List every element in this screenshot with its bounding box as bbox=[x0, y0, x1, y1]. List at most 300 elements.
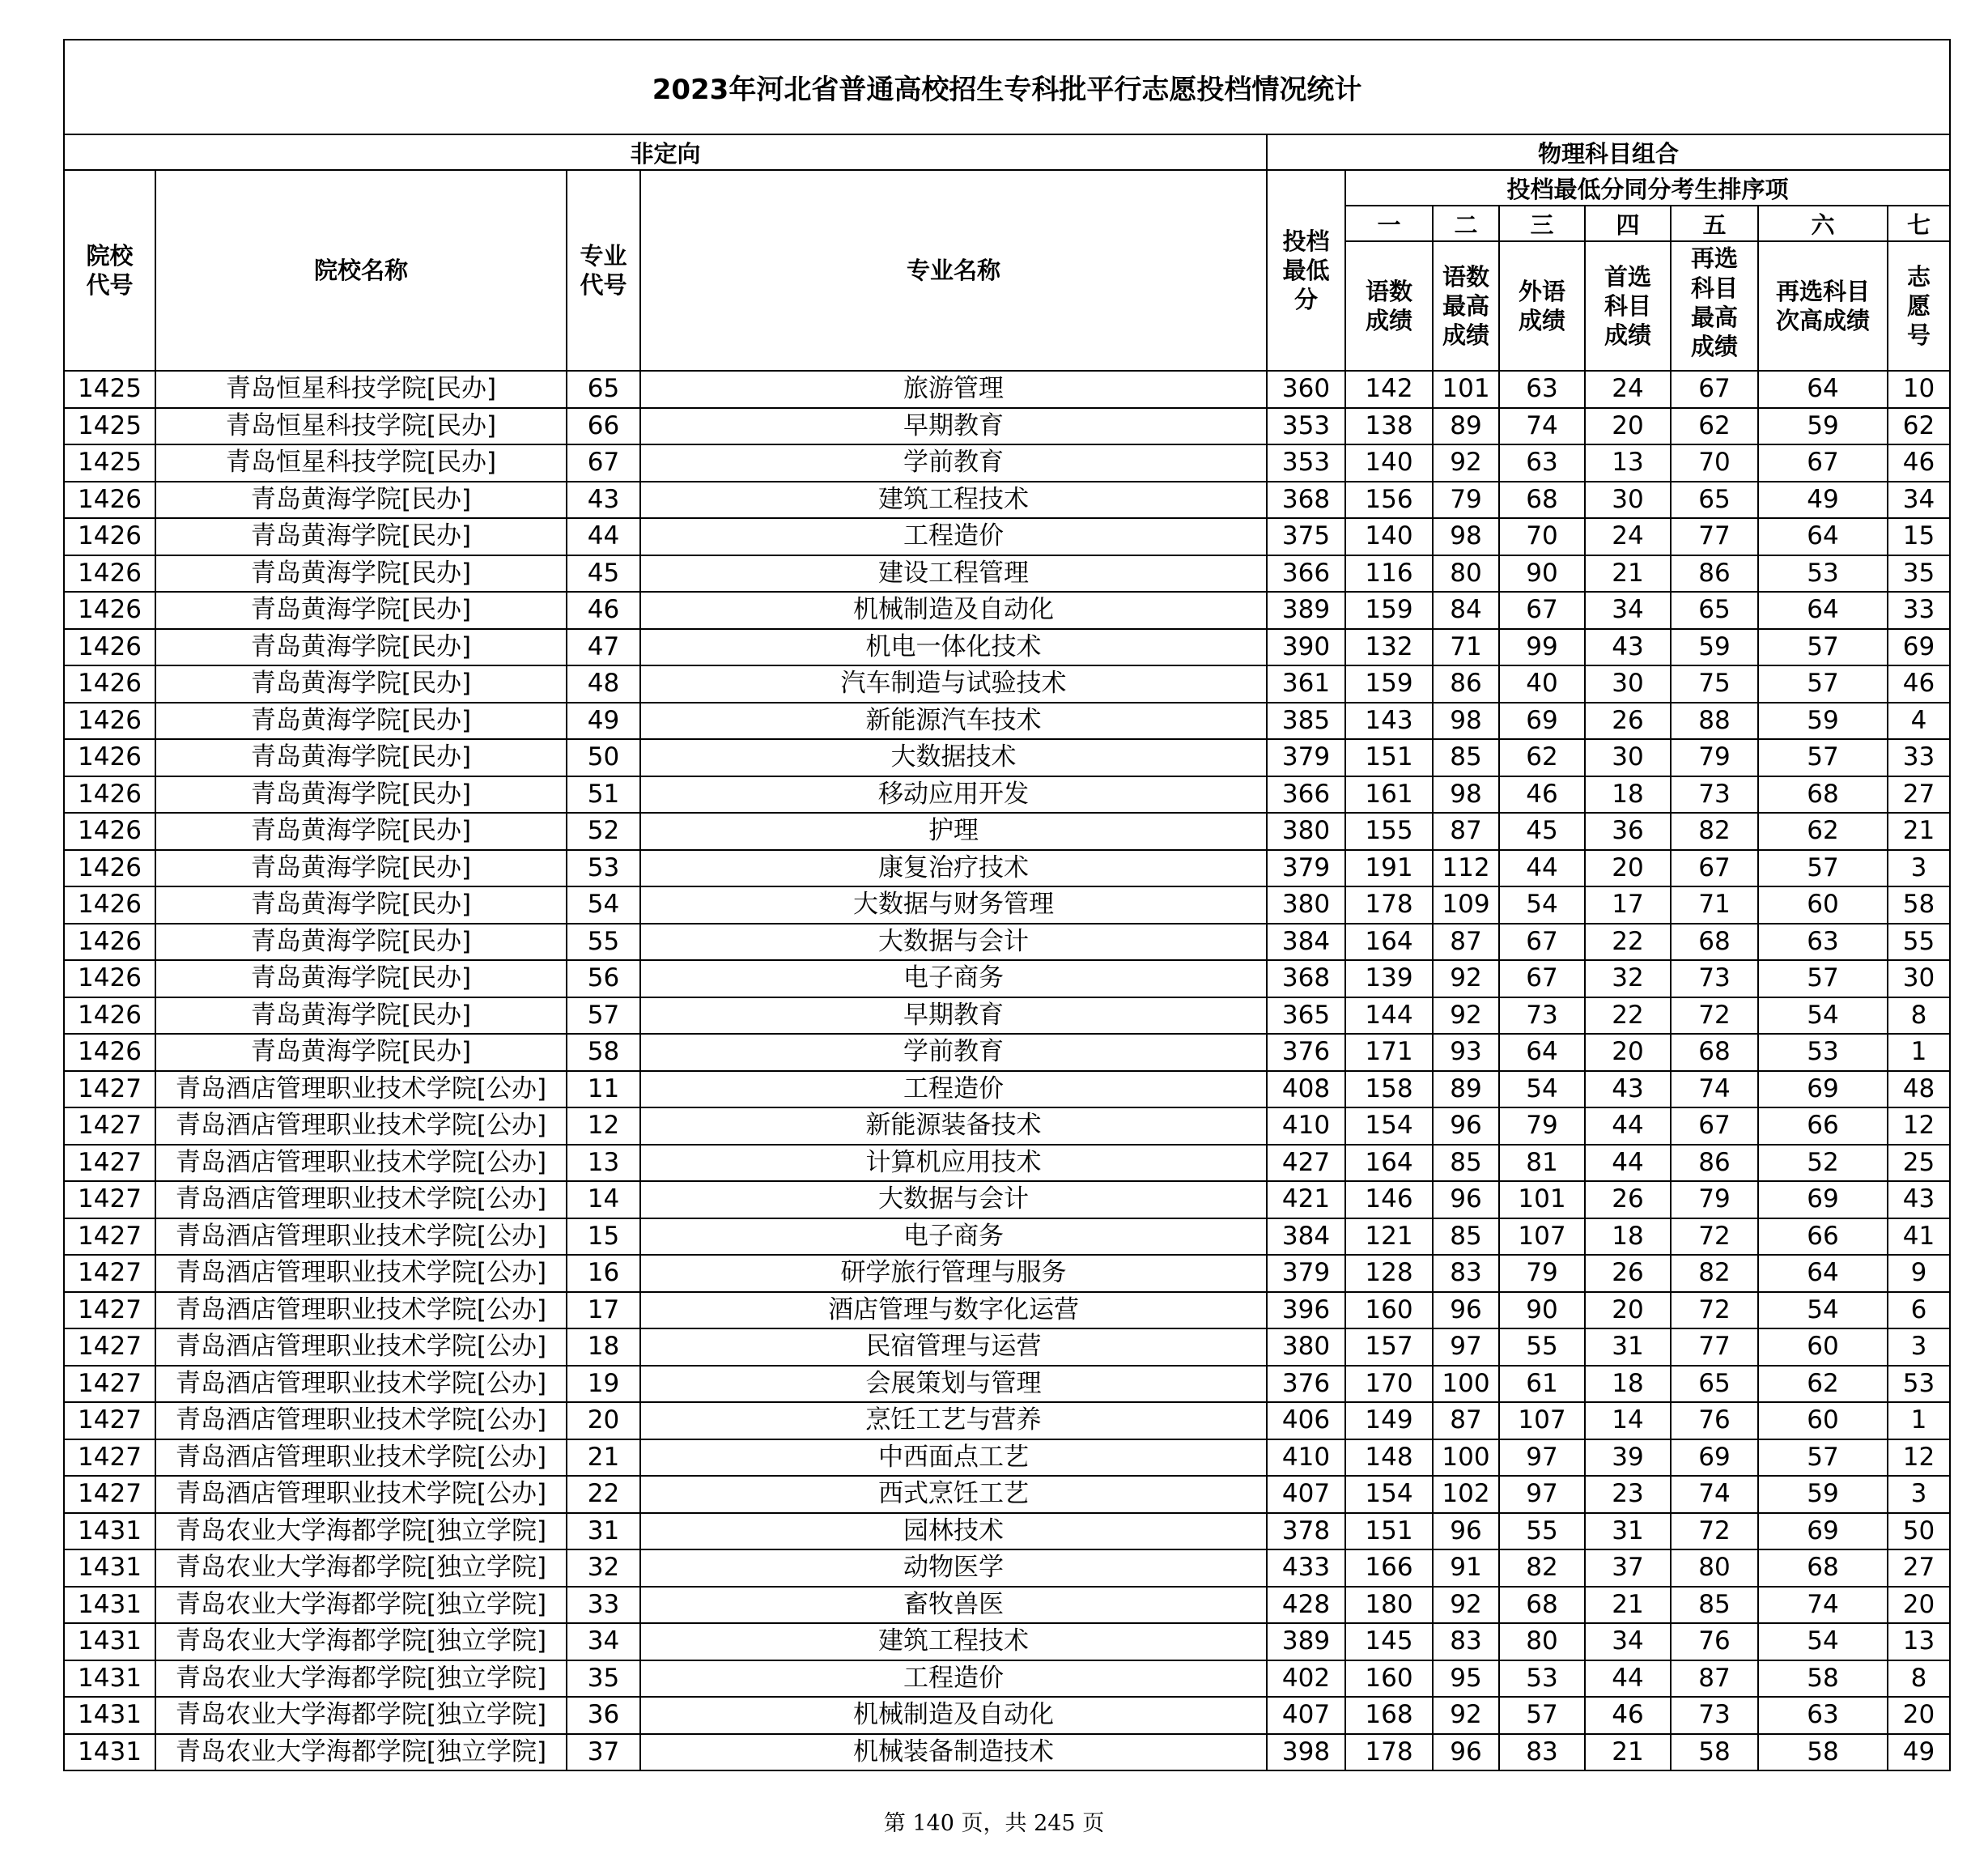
cell-chinese-math-score: 151 bbox=[1345, 739, 1433, 776]
cell-school-code: 1427 bbox=[64, 1107, 155, 1145]
cell-preference-number: 6 bbox=[1888, 1292, 1950, 1329]
cell-reselect-max: 71 bbox=[1671, 886, 1758, 924]
cell-major-code: 36 bbox=[567, 1697, 640, 1734]
header-sub-3 bbox=[1499, 241, 1585, 371]
cell-reselect-max: 77 bbox=[1671, 518, 1758, 555]
cell-school-code: 1431 bbox=[64, 1734, 155, 1771]
cell-reselect-max: 73 bbox=[1671, 960, 1758, 997]
admission-table bbox=[63, 39, 1951, 1771]
cell-school-code: 1427 bbox=[64, 1328, 155, 1366]
cell-reselect-second: 64 bbox=[1758, 518, 1888, 555]
cell-min-score: 360 bbox=[1267, 371, 1345, 408]
cell-min-score: 433 bbox=[1267, 1549, 1345, 1587]
page-title: 2023年河北省普通高校招生专科批平行志愿投档情况统计 bbox=[64, 40, 1950, 134]
cell-chinese-math-max: 96 bbox=[1433, 1513, 1499, 1550]
cell-chinese-math-score: 145 bbox=[1345, 1623, 1433, 1660]
cell-reselect-max: 70 bbox=[1671, 444, 1758, 482]
cell-reselect-max: 85 bbox=[1671, 1587, 1758, 1624]
cell-preference-number: 12 bbox=[1888, 1439, 1950, 1477]
cell-chinese-math-max: 85 bbox=[1433, 739, 1499, 776]
cell-chinese-math-score: 157 bbox=[1345, 1328, 1433, 1366]
cell-major-code: 54 bbox=[567, 886, 640, 924]
cell-reselect-second: 62 bbox=[1758, 813, 1888, 850]
cell-school-name: 青岛农业大学海都学院[独立学院] bbox=[155, 1549, 567, 1587]
header-sub-1 bbox=[1345, 241, 1433, 371]
cell-school-code: 1425 bbox=[64, 444, 155, 482]
cell-min-score: 410 bbox=[1267, 1439, 1345, 1477]
cell-chinese-math-score: 178 bbox=[1345, 886, 1433, 924]
cell-school-code: 1426 bbox=[64, 665, 155, 703]
table-row bbox=[64, 629, 1950, 666]
header-sub-3-text: 外语成绩 bbox=[1518, 277, 1565, 334]
cell-chinese-math-score: 116 bbox=[1345, 555, 1433, 593]
cell-reselect-second: 54 bbox=[1758, 1292, 1888, 1329]
table-row bbox=[64, 776, 1950, 814]
header-min-score-text: 投档最低分 bbox=[1282, 227, 1330, 314]
header-school-code-text: 院校代号 bbox=[86, 241, 134, 299]
cell-major-code: 35 bbox=[567, 1660, 640, 1698]
cell-reselect-max: 72 bbox=[1671, 1292, 1758, 1329]
cell-chinese-math-max: 102 bbox=[1433, 1476, 1499, 1513]
cell-foreign-lang-score: 46 bbox=[1499, 776, 1585, 814]
cell-min-score: 368 bbox=[1267, 960, 1345, 997]
cell-reselect-max: 68 bbox=[1671, 1034, 1758, 1071]
cell-foreign-lang-score: 81 bbox=[1499, 1145, 1585, 1182]
cell-preference-number: 20 bbox=[1888, 1587, 1950, 1624]
cell-preference-number: 48 bbox=[1888, 1071, 1950, 1108]
cell-school-code: 1426 bbox=[64, 997, 155, 1035]
cell-reselect-second: 67 bbox=[1758, 444, 1888, 482]
cell-school-code: 1426 bbox=[64, 960, 155, 997]
cell-preference-number: 27 bbox=[1888, 776, 1950, 814]
cell-min-score: 389 bbox=[1267, 1623, 1345, 1660]
cell-preference-number: 62 bbox=[1888, 408, 1950, 445]
cell-preference-number: 41 bbox=[1888, 1218, 1950, 1256]
cell-major-name: 新能源装备技术 bbox=[640, 1107, 1267, 1145]
cell-reselect-second: 57 bbox=[1758, 960, 1888, 997]
cell-major-name: 建筑工程技术 bbox=[640, 1623, 1267, 1660]
cell-major-name: 机械制造及自动化 bbox=[640, 592, 1267, 629]
cell-min-score: 353 bbox=[1267, 444, 1345, 482]
header-order-3: 三 bbox=[1499, 206, 1585, 241]
cell-reselect-second: 57 bbox=[1758, 629, 1888, 666]
cell-min-score: 406 bbox=[1267, 1402, 1345, 1439]
cell-first-subject-score: 34 bbox=[1585, 592, 1671, 629]
cell-chinese-math-score: 140 bbox=[1345, 518, 1433, 555]
cell-school-name: 青岛恒星科技学院[民办] bbox=[155, 408, 567, 445]
table-row bbox=[64, 960, 1950, 997]
cell-first-subject-score: 18 bbox=[1585, 1366, 1671, 1403]
cell-chinese-math-max: 96 bbox=[1433, 1107, 1499, 1145]
cell-chinese-math-max: 79 bbox=[1433, 482, 1499, 519]
cell-chinese-math-score: 160 bbox=[1345, 1660, 1433, 1698]
cell-reselect-max: 73 bbox=[1671, 776, 1758, 814]
cell-major-name: 工程造价 bbox=[640, 518, 1267, 555]
cell-chinese-math-max: 85 bbox=[1433, 1218, 1499, 1256]
cell-foreign-lang-score: 54 bbox=[1499, 886, 1585, 924]
cell-first-subject-score: 46 bbox=[1585, 1697, 1671, 1734]
cell-chinese-math-max: 80 bbox=[1433, 555, 1499, 593]
cell-school-code: 1431 bbox=[64, 1697, 155, 1734]
table-row bbox=[64, 1623, 1950, 1660]
cell-preference-number: 46 bbox=[1888, 444, 1950, 482]
table-row bbox=[64, 1145, 1950, 1182]
cell-major-name: 大数据技术 bbox=[640, 739, 1267, 776]
cell-reselect-second: 63 bbox=[1758, 924, 1888, 961]
cell-first-subject-score: 24 bbox=[1585, 518, 1671, 555]
cell-min-score: 379 bbox=[1267, 1255, 1345, 1292]
cell-reselect-max: 59 bbox=[1671, 629, 1758, 666]
cell-school-code: 1426 bbox=[64, 924, 155, 961]
cell-preference-number: 58 bbox=[1888, 886, 1950, 924]
cell-school-code: 1427 bbox=[64, 1145, 155, 1182]
cell-major-code: 52 bbox=[567, 813, 640, 850]
cell-school-name: 青岛酒店管理职业技术学院[公办] bbox=[155, 1439, 567, 1477]
cell-reselect-second: 60 bbox=[1758, 1328, 1888, 1366]
cell-major-name: 机械装备制造技术 bbox=[640, 1734, 1267, 1771]
cell-major-name: 园林技术 bbox=[640, 1513, 1267, 1550]
cell-major-name: 机电一体化技术 bbox=[640, 629, 1267, 666]
cell-foreign-lang-score: 79 bbox=[1499, 1107, 1585, 1145]
cell-chinese-math-score: 140 bbox=[1345, 444, 1433, 482]
cell-chinese-math-score: 146 bbox=[1345, 1181, 1433, 1218]
cell-chinese-math-score: 164 bbox=[1345, 1145, 1433, 1182]
cell-min-score: 368 bbox=[1267, 482, 1345, 519]
cell-major-name: 护理 bbox=[640, 813, 1267, 850]
cell-reselect-second: 53 bbox=[1758, 1034, 1888, 1071]
header-order-5: 五 bbox=[1671, 206, 1758, 241]
cell-first-subject-score: 17 bbox=[1585, 886, 1671, 924]
cell-major-code: 13 bbox=[567, 1145, 640, 1182]
table-row bbox=[64, 665, 1950, 703]
header-sub-1-text: 语数成绩 bbox=[1365, 277, 1412, 334]
cell-preference-number: 15 bbox=[1888, 518, 1950, 555]
cell-min-score: 428 bbox=[1267, 1587, 1345, 1624]
table-row bbox=[64, 408, 1950, 445]
cell-reselect-second: 68 bbox=[1758, 776, 1888, 814]
cell-major-name: 会展策划与管理 bbox=[640, 1366, 1267, 1403]
cell-school-code: 1426 bbox=[64, 518, 155, 555]
cell-major-code: 46 bbox=[567, 592, 640, 629]
section-left-label: 非定向 bbox=[64, 134, 1267, 170]
cell-school-code: 1426 bbox=[64, 886, 155, 924]
cell-school-code: 1431 bbox=[64, 1549, 155, 1587]
cell-min-score: 380 bbox=[1267, 1328, 1345, 1366]
cell-chinese-math-score: 159 bbox=[1345, 592, 1433, 629]
cell-foreign-lang-score: 63 bbox=[1499, 371, 1585, 408]
header-sub-6 bbox=[1758, 241, 1888, 371]
cell-first-subject-score: 37 bbox=[1585, 1549, 1671, 1587]
cell-major-name: 烹饪工艺与营养 bbox=[640, 1402, 1267, 1439]
cell-chinese-math-score: 178 bbox=[1345, 1734, 1433, 1771]
cell-preference-number: 55 bbox=[1888, 924, 1950, 961]
cell-major-code: 48 bbox=[567, 665, 640, 703]
cell-reselect-second: 74 bbox=[1758, 1587, 1888, 1624]
cell-preference-number: 20 bbox=[1888, 1697, 1950, 1734]
cell-first-subject-score: 21 bbox=[1585, 1734, 1671, 1771]
cell-min-score: 407 bbox=[1267, 1697, 1345, 1734]
cell-foreign-lang-score: 68 bbox=[1499, 482, 1585, 519]
table-row bbox=[64, 886, 1950, 924]
cell-min-score: 366 bbox=[1267, 555, 1345, 593]
cell-min-score: 380 bbox=[1267, 813, 1345, 850]
cell-chinese-math-max: 96 bbox=[1433, 1734, 1499, 1771]
cell-chinese-math-max: 89 bbox=[1433, 1071, 1499, 1108]
cell-major-name: 研学旅行管理与服务 bbox=[640, 1255, 1267, 1292]
cell-min-score: 398 bbox=[1267, 1734, 1345, 1771]
table-row bbox=[64, 813, 1950, 850]
cell-major-code: 18 bbox=[567, 1328, 640, 1366]
cell-chinese-math-max: 71 bbox=[1433, 629, 1499, 666]
cell-preference-number: 8 bbox=[1888, 1660, 1950, 1698]
cell-foreign-lang-score: 70 bbox=[1499, 518, 1585, 555]
header-min-score bbox=[1267, 170, 1345, 371]
cell-reselect-max: 74 bbox=[1671, 1476, 1758, 1513]
cell-school-name: 青岛黄海学院[民办] bbox=[155, 555, 567, 593]
cell-preference-number: 50 bbox=[1888, 1513, 1950, 1550]
cell-reselect-max: 62 bbox=[1671, 408, 1758, 445]
cell-reselect-max: 72 bbox=[1671, 1513, 1758, 1550]
cell-foreign-lang-score: 80 bbox=[1499, 1623, 1585, 1660]
cell-school-code: 1426 bbox=[64, 1034, 155, 1071]
cell-major-code: 47 bbox=[567, 629, 640, 666]
cell-foreign-lang-score: 67 bbox=[1499, 924, 1585, 961]
cell-foreign-lang-score: 55 bbox=[1499, 1328, 1585, 1366]
cell-chinese-math-score: 171 bbox=[1345, 1034, 1433, 1071]
cell-chinese-math-score: 158 bbox=[1345, 1071, 1433, 1108]
cell-reselect-max: 67 bbox=[1671, 850, 1758, 887]
cell-first-subject-score: 21 bbox=[1585, 555, 1671, 593]
cell-foreign-lang-score: 73 bbox=[1499, 997, 1585, 1035]
cell-chinese-math-score: 143 bbox=[1345, 703, 1433, 740]
cell-min-score: 379 bbox=[1267, 739, 1345, 776]
cell-major-name: 康复治疗技术 bbox=[640, 850, 1267, 887]
cell-reselect-second: 57 bbox=[1758, 665, 1888, 703]
cell-school-code: 1431 bbox=[64, 1623, 155, 1660]
cell-first-subject-score: 22 bbox=[1585, 924, 1671, 961]
cell-major-name: 大数据与财务管理 bbox=[640, 886, 1267, 924]
cell-school-code: 1427 bbox=[64, 1071, 155, 1108]
cell-chinese-math-max: 91 bbox=[1433, 1549, 1499, 1587]
cell-chinese-math-score: 151 bbox=[1345, 1513, 1433, 1550]
cell-school-code: 1426 bbox=[64, 592, 155, 629]
cell-min-score: 379 bbox=[1267, 850, 1345, 887]
cell-major-code: 19 bbox=[567, 1366, 640, 1403]
cell-chinese-math-score: 154 bbox=[1345, 1476, 1433, 1513]
cell-school-name: 青岛农业大学海都学院[独立学院] bbox=[155, 1587, 567, 1624]
cell-school-name: 青岛黄海学院[民办] bbox=[155, 629, 567, 666]
cell-school-name: 青岛黄海学院[民办] bbox=[155, 813, 567, 850]
cell-school-code: 1431 bbox=[64, 1587, 155, 1624]
cell-reselect-second: 64 bbox=[1758, 592, 1888, 629]
cell-foreign-lang-score: 63 bbox=[1499, 444, 1585, 482]
cell-first-subject-score: 31 bbox=[1585, 1328, 1671, 1366]
cell-chinese-math-score: 180 bbox=[1345, 1587, 1433, 1624]
cell-school-name: 青岛农业大学海都学院[独立学院] bbox=[155, 1734, 567, 1771]
cell-school-code: 1427 bbox=[64, 1476, 155, 1513]
table-row bbox=[64, 924, 1950, 961]
cell-chinese-math-max: 100 bbox=[1433, 1366, 1499, 1403]
section-right-label: 物理科目组合 bbox=[1267, 134, 1950, 170]
cell-foreign-lang-score: 69 bbox=[1499, 703, 1585, 740]
cell-school-code: 1427 bbox=[64, 1292, 155, 1329]
cell-foreign-lang-score: 54 bbox=[1499, 1071, 1585, 1108]
cell-chinese-math-score: 161 bbox=[1345, 776, 1433, 814]
header-sub-5-text: 再选科目最高成绩 bbox=[1690, 244, 1738, 361]
cell-major-name: 畜牧兽医 bbox=[640, 1587, 1267, 1624]
cell-school-name: 青岛酒店管理职业技术学院[公办] bbox=[155, 1181, 567, 1218]
cell-major-name: 机械制造及自动化 bbox=[640, 1697, 1267, 1734]
cell-school-name: 青岛恒星科技学院[民办] bbox=[155, 444, 567, 482]
header-sub-7-text: 志愿号 bbox=[1906, 262, 1931, 350]
cell-school-name: 青岛酒店管理职业技术学院[公办] bbox=[155, 1218, 567, 1256]
cell-first-subject-score: 13 bbox=[1585, 444, 1671, 482]
cell-foreign-lang-score: 101 bbox=[1499, 1181, 1585, 1218]
header-major-name: 专业名称 bbox=[640, 170, 1267, 371]
cell-reselect-second: 66 bbox=[1758, 1107, 1888, 1145]
cell-preference-number: 46 bbox=[1888, 665, 1950, 703]
cell-school-code: 1431 bbox=[64, 1660, 155, 1698]
cell-major-name: 工程造价 bbox=[640, 1071, 1267, 1108]
cell-min-score: 408 bbox=[1267, 1071, 1345, 1108]
cell-first-subject-score: 30 bbox=[1585, 665, 1671, 703]
cell-school-name: 青岛农业大学海都学院[独立学院] bbox=[155, 1697, 567, 1734]
cell-reselect-second: 49 bbox=[1758, 482, 1888, 519]
cell-first-subject-score: 32 bbox=[1585, 960, 1671, 997]
cell-reselect-second: 57 bbox=[1758, 850, 1888, 887]
cell-major-name: 旅游管理 bbox=[640, 371, 1267, 408]
cell-chinese-math-max: 109 bbox=[1433, 886, 1499, 924]
cell-first-subject-score: 44 bbox=[1585, 1107, 1671, 1145]
cell-foreign-lang-score: 99 bbox=[1499, 629, 1585, 666]
cell-major-name: 酒店管理与数字化运营 bbox=[640, 1292, 1267, 1329]
cell-chinese-math-max: 112 bbox=[1433, 850, 1499, 887]
cell-preference-number: 34 bbox=[1888, 482, 1950, 519]
cell-reselect-second: 57 bbox=[1758, 739, 1888, 776]
cell-reselect-max: 88 bbox=[1671, 703, 1758, 740]
cell-chinese-math-max: 98 bbox=[1433, 518, 1499, 555]
cell-major-name: 移动应用开发 bbox=[640, 776, 1267, 814]
table-row bbox=[64, 1366, 1950, 1403]
cell-chinese-math-score: 168 bbox=[1345, 1697, 1433, 1734]
cell-reselect-second: 59 bbox=[1758, 703, 1888, 740]
cell-major-code: 32 bbox=[567, 1549, 640, 1587]
cell-preference-number: 30 bbox=[1888, 960, 1950, 997]
cell-chinese-math-max: 83 bbox=[1433, 1255, 1499, 1292]
cell-reselect-max: 72 bbox=[1671, 997, 1758, 1035]
header-school-name: 院校名称 bbox=[155, 170, 567, 371]
cell-first-subject-score: 23 bbox=[1585, 1476, 1671, 1513]
table-row bbox=[64, 1218, 1950, 1256]
cell-school-name: 青岛黄海学院[民办] bbox=[155, 776, 567, 814]
cell-reselect-second: 54 bbox=[1758, 1623, 1888, 1660]
table-row bbox=[64, 1107, 1950, 1145]
cell-reselect-max: 69 bbox=[1671, 1439, 1758, 1477]
table-row bbox=[64, 592, 1950, 629]
header-sub-4-text: 首选科目成绩 bbox=[1604, 262, 1651, 350]
cell-major-code: 16 bbox=[567, 1255, 640, 1292]
cell-chinese-math-score: 138 bbox=[1345, 408, 1433, 445]
cell-major-code: 66 bbox=[567, 408, 640, 445]
cell-first-subject-score: 43 bbox=[1585, 629, 1671, 666]
table-row bbox=[64, 1697, 1950, 1734]
cell-major-name: 民宿管理与运营 bbox=[640, 1328, 1267, 1366]
table-row bbox=[64, 1071, 1950, 1108]
table-row bbox=[64, 482, 1950, 519]
cell-major-name: 早期教育 bbox=[640, 408, 1267, 445]
cell-reselect-second: 69 bbox=[1758, 1513, 1888, 1550]
cell-preference-number: 13 bbox=[1888, 1623, 1950, 1660]
cell-school-code: 1427 bbox=[64, 1218, 155, 1256]
cell-min-score: 410 bbox=[1267, 1107, 1345, 1145]
header-major-code-text: 专业代号 bbox=[580, 241, 627, 299]
header-sub-7 bbox=[1888, 241, 1950, 371]
cell-school-name: 青岛农业大学海都学院[独立学院] bbox=[155, 1623, 567, 1660]
cell-reselect-max: 76 bbox=[1671, 1623, 1758, 1660]
cell-foreign-lang-score: 67 bbox=[1499, 960, 1585, 997]
cell-foreign-lang-score: 90 bbox=[1499, 555, 1585, 593]
cell-major-code: 14 bbox=[567, 1181, 640, 1218]
cell-chinese-math-score: 160 bbox=[1345, 1292, 1433, 1329]
header-major-code bbox=[567, 170, 640, 371]
cell-school-code: 1427 bbox=[64, 1402, 155, 1439]
report-sheet bbox=[63, 39, 1949, 1771]
cell-first-subject-score: 14 bbox=[1585, 1402, 1671, 1439]
cell-first-subject-score: 20 bbox=[1585, 850, 1671, 887]
cell-foreign-lang-score: 107 bbox=[1499, 1402, 1585, 1439]
table-row bbox=[64, 1549, 1950, 1587]
cell-reselect-max: 65 bbox=[1671, 1366, 1758, 1403]
cell-major-code: 31 bbox=[567, 1513, 640, 1550]
cell-school-code: 1426 bbox=[64, 703, 155, 740]
header-order-1: 一 bbox=[1345, 206, 1433, 241]
cell-foreign-lang-score: 68 bbox=[1499, 1587, 1585, 1624]
cell-school-code: 1426 bbox=[64, 555, 155, 593]
cell-first-subject-score: 31 bbox=[1585, 1513, 1671, 1550]
cell-school-code: 1425 bbox=[64, 408, 155, 445]
cell-reselect-max: 82 bbox=[1671, 813, 1758, 850]
cell-reselect-second: 62 bbox=[1758, 1366, 1888, 1403]
cell-min-score: 421 bbox=[1267, 1181, 1345, 1218]
table-row bbox=[64, 1513, 1950, 1550]
table-row bbox=[64, 1255, 1950, 1292]
cell-foreign-lang-score: 107 bbox=[1499, 1218, 1585, 1256]
cell-chinese-math-score: 121 bbox=[1345, 1218, 1433, 1256]
cell-school-code: 1427 bbox=[64, 1439, 155, 1477]
cell-chinese-math-max: 92 bbox=[1433, 997, 1499, 1035]
cell-preference-number: 35 bbox=[1888, 555, 1950, 593]
page-footer: 第 140 页，共 245 页 bbox=[883, 1811, 1105, 1836]
cell-reselect-second: 59 bbox=[1758, 1476, 1888, 1513]
cell-chinese-math-max: 100 bbox=[1433, 1439, 1499, 1477]
table-row bbox=[64, 444, 1950, 482]
cell-school-name: 青岛酒店管理职业技术学院[公办] bbox=[155, 1145, 567, 1182]
cell-major-code: 55 bbox=[567, 924, 640, 961]
cell-major-code: 45 bbox=[567, 555, 640, 593]
cell-chinese-math-max: 87 bbox=[1433, 813, 1499, 850]
cell-school-name: 青岛黄海学院[民办] bbox=[155, 924, 567, 961]
cell-school-name: 青岛酒店管理职业技术学院[公办] bbox=[155, 1366, 567, 1403]
cell-chinese-math-max: 89 bbox=[1433, 408, 1499, 445]
cell-reselect-max: 76 bbox=[1671, 1402, 1758, 1439]
cell-chinese-math-score: 159 bbox=[1345, 665, 1433, 703]
cell-major-code: 20 bbox=[567, 1402, 640, 1439]
cell-reselect-max: 68 bbox=[1671, 924, 1758, 961]
cell-school-name: 青岛酒店管理职业技术学院[公办] bbox=[155, 1107, 567, 1145]
cell-min-score: 375 bbox=[1267, 518, 1345, 555]
cell-first-subject-score: 18 bbox=[1585, 776, 1671, 814]
cell-chinese-math-max: 101 bbox=[1433, 371, 1499, 408]
